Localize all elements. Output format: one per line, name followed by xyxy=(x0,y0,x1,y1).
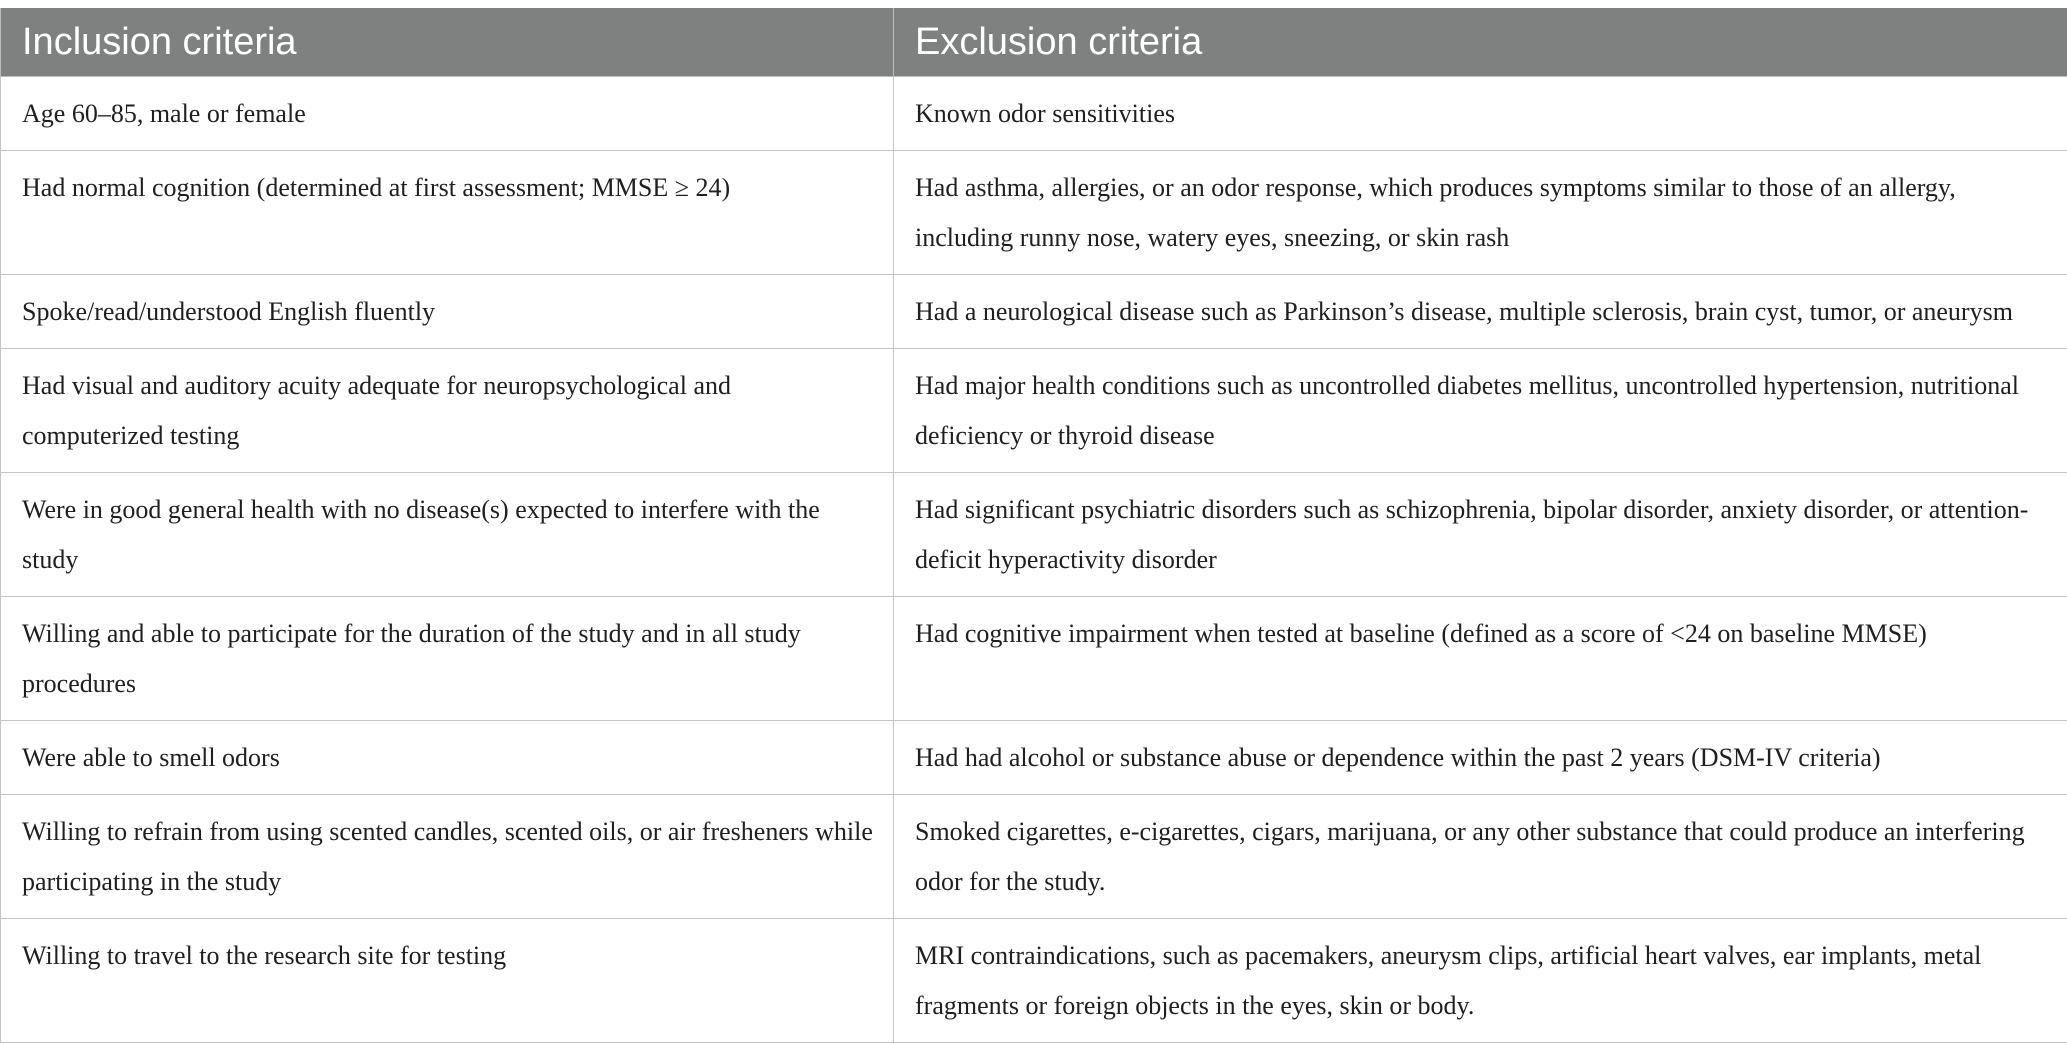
inclusion-cell: Willing to travel to the research site for testing xyxy=(1,919,894,1043)
table-row xyxy=(1,77,2067,151)
table-row xyxy=(1,275,2067,349)
exclusion-cell: Had cognitive impairment when tested at baseline (defined as a score of <24 on baseline MMSE) xyxy=(894,597,2067,721)
inclusion-cell: Were able to smell odors xyxy=(1,721,894,795)
exclusion-cell: Known odor sensitivities xyxy=(894,77,2067,151)
table-header-row xyxy=(1,8,2067,77)
inclusion-cell: Had normal cognition (determined at first assessment; MMSE ≥ 24) xyxy=(1,151,894,275)
exclusion-criteria-header: Exclusion criteria xyxy=(894,8,2067,77)
exclusion-cell: Had a neurological disease such as Parkinson’s disease, multiple sclerosis, brain cyst, tumor, or aneurysm xyxy=(894,275,2067,349)
table-row xyxy=(1,597,2067,721)
table-row xyxy=(1,795,2067,919)
inclusion-criteria-header: Inclusion criteria xyxy=(1,8,894,77)
table-row xyxy=(1,151,2067,275)
exclusion-cell: Had asthma, allergies, or an odor response, which produces symptoms similar to those of an allergy, including runny nose, watery eyes, sneezing, or skin rash xyxy=(894,151,2067,275)
exclusion-cell: Smoked cigarettes, e-cigarettes, cigars, marijuana, or any other substance that could produce an interfering odor for the study. xyxy=(894,795,2067,919)
inclusion-cell: Were in good general health with no disease(s) expected to interfere with the study xyxy=(1,473,894,597)
criteria-table xyxy=(0,8,2067,1043)
table-row xyxy=(1,349,2067,473)
inclusion-cell: Had visual and auditory acuity adequate for neuropsychological and computerized testing xyxy=(1,349,894,473)
inclusion-cell: Age 60–85, male or female xyxy=(1,77,894,151)
table-row xyxy=(1,919,2067,1043)
inclusion-cell: Willing and able to participate for the duration of the study and in all study procedures xyxy=(1,597,894,721)
exclusion-cell: Had major health conditions such as uncontrolled diabetes mellitus, uncontrolled hypertension, nutritional deficiency or thyroid disease xyxy=(894,349,2067,473)
exclusion-cell: MRI contraindications, such as pacemakers, aneurysm clips, artificial heart valves, ear implants, metal fragments or foreign objects in the eyes, skin or body. xyxy=(894,919,2067,1043)
table-row xyxy=(1,473,2067,597)
exclusion-cell: Had had alcohol or substance abuse or dependence within the past 2 years (DSM-IV criteria) xyxy=(894,721,2067,795)
inclusion-cell: Spoke/read/understood English fluently xyxy=(1,275,894,349)
exclusion-cell: Had significant psychiatric disorders such as schizophrenia, bipolar disorder, anxiety disorder, or attention-deficit hyperactivity disorder xyxy=(894,473,2067,597)
inclusion-cell: Willing to refrain from using scented candles, scented oils, or air fresheners while participating in the study xyxy=(1,795,894,919)
table-row xyxy=(1,721,2067,795)
criteria-table-container xyxy=(0,8,2067,1043)
